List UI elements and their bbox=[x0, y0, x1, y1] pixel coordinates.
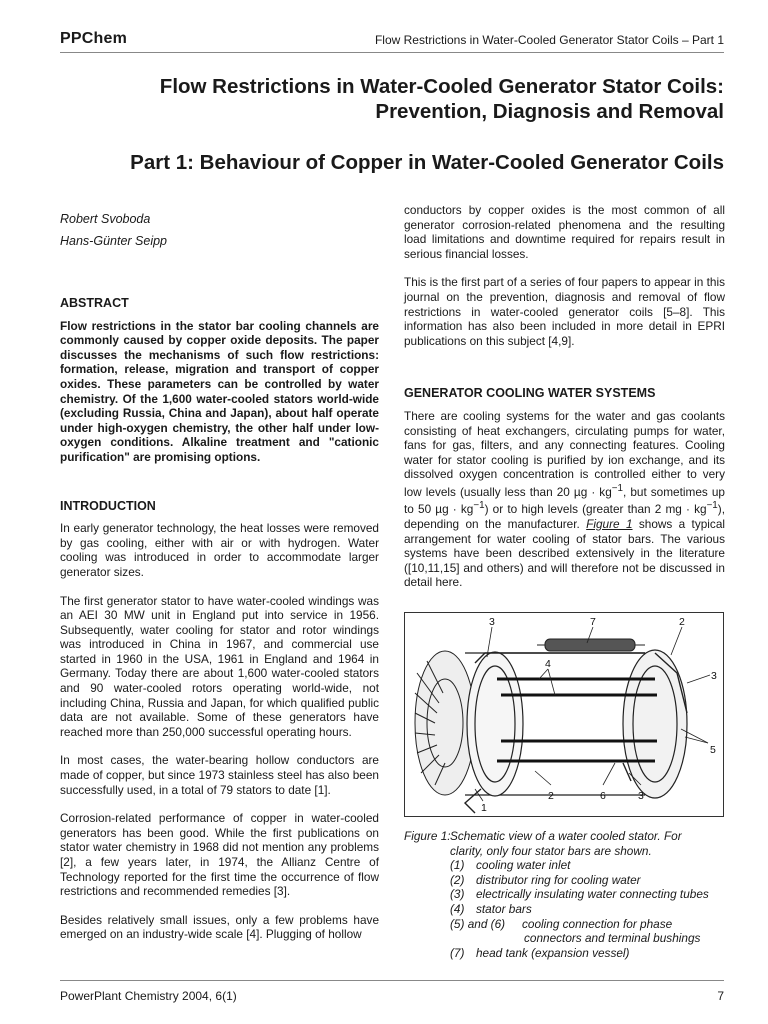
caption-line bbox=[404, 829, 734, 844]
callout-4: 4 bbox=[545, 658, 551, 670]
superscript: −1 bbox=[473, 500, 485, 512]
legend-item bbox=[404, 931, 734, 946]
stator-schematic bbox=[405, 613, 723, 816]
abstract-heading: ABSTRACT bbox=[60, 296, 129, 310]
paragraph: Corrosion-related performance of copper in water-cooled generators has been good. While the first publications on stator water chemistry in 1968 did not mention any problems [2], a few years later, in 1974, the Allianz Centre of Technology reported for the first time the occurrence of flow restrictions and recommended remedies [3]. bbox=[60, 811, 379, 899]
paragraph bbox=[404, 409, 725, 590]
figure-reference-link[interactable]: Figure 1 bbox=[586, 516, 633, 531]
head-tank bbox=[537, 639, 645, 651]
legend-item bbox=[404, 946, 734, 961]
text-run: There are cooling systems for the water and gas coolants consisting of heat exchangers, circulating pumps for water, fans for gas, filters, and any connecting features. Cooling water for stator cooling is purified by ion exchange, and its dissolved oxygen concentration is controlled either to very low levels (usually less than 20 µg · kg bbox=[404, 408, 725, 499]
callout-3: 3 bbox=[638, 790, 644, 802]
callout-2: 2 bbox=[679, 616, 685, 628]
callout-2: 2 bbox=[548, 790, 554, 802]
author-list bbox=[60, 208, 379, 252]
article-part-title: Part 1: Behaviour of Copper in Water-Cooled Generator Coils bbox=[130, 151, 724, 174]
text-run: ) or to high levels (greater than 2 mg · kg bbox=[484, 502, 707, 517]
legend-text: stator bars bbox=[476, 901, 532, 916]
callout-1: 1 bbox=[481, 802, 487, 814]
caption-label: Figure 1: bbox=[404, 829, 451, 843]
callout-3: 3 bbox=[489, 616, 495, 628]
legend-key: (7) bbox=[450, 945, 465, 960]
article-title bbox=[60, 74, 724, 124]
section-heading: GENERATOR COOLING WATER SYSTEMS bbox=[404, 386, 656, 401]
paragraph: The first generator stator to have water-cooled windings was an AEI 30 MW unit in England put into service in 1956. Subsequently, water cooling for stator and rotor windings was introduced in China in 1967, and commercial use started in 1960 in the USA, 1961 in England and 1964 in Germany. Today there are about 1,600 water-cooled stators and 90 water-cooled rotors operating world-wide, not including China, Russia and Japan, for which qualified public data are not available. Some of these generators have reached more than 250,000 successful operating hours. bbox=[60, 593, 379, 739]
journal-citation: PowerPlant Chemistry 2004, 6(1) bbox=[60, 989, 237, 1003]
left-column bbox=[60, 208, 379, 942]
paragraph: This is the first part of a series of four papers to appear in this journal on the prevention, diagnosis and removal of flow restrictions in water-cooled generator coils [5–8]. This information has also been included in more detail in EPRI publications on this subject [4,9]. bbox=[404, 275, 725, 348]
callout-7: 7 bbox=[590, 616, 596, 628]
title-line-2: Prevention, Diagnosis and Removal bbox=[375, 100, 724, 123]
callout-3: 3 bbox=[711, 670, 717, 682]
author-name: Hans-Günter Seipp bbox=[60, 234, 168, 248]
legend-item bbox=[404, 902, 734, 917]
caption-text: Schematic view of a water cooled stator. For bbox=[450, 829, 682, 843]
caption-line: clarity, only four stator bars are shown. bbox=[450, 843, 652, 858]
legend-item bbox=[404, 887, 734, 902]
legend-key: (1) bbox=[450, 858, 465, 873]
paragraph: Besides relatively small issues, only a few problems have emerged on an industry-wide scale [4]. Plugging of hollow bbox=[60, 912, 379, 942]
figure-caption bbox=[404, 829, 734, 960]
legend-text: electrically insulating water connecting tubes bbox=[476, 887, 709, 902]
text-run: shows a typical arrangement for water cooling of stator bars. The various systems have been described extensively in the literature ([10,11,15] and others) and will therefore not be discussed in detail here. bbox=[404, 516, 725, 590]
superscript: −1 bbox=[706, 500, 718, 512]
text-run: ), depending on the manufacturer. bbox=[404, 502, 725, 531]
legend-item bbox=[404, 917, 734, 932]
legend-text: cooling water inlet bbox=[476, 858, 571, 873]
journal-logo: PPChem bbox=[60, 30, 127, 47]
title-line-1: Flow Restrictions in Water-Cooled Generator Stator Coils: bbox=[159, 75, 724, 98]
page-header bbox=[60, 30, 724, 53]
legend-key: (3) bbox=[450, 887, 465, 902]
legend-item bbox=[404, 858, 734, 873]
paragraph: conductors by copper oxides is the most common of all generator corrosion-related phenomena and the resulting load limitations and downtime required for repairs result in serious financial losses. bbox=[404, 203, 725, 261]
page-footer bbox=[60, 980, 724, 1003]
legend-text: connectors and terminal bushings bbox=[524, 931, 701, 946]
stator-figure bbox=[404, 612, 724, 817]
legend-key: (2) bbox=[450, 872, 465, 887]
superscript: −1 bbox=[611, 482, 623, 494]
introduction-heading: INTRODUCTION bbox=[60, 498, 156, 513]
legend-key: (4) bbox=[450, 901, 465, 916]
legend-item bbox=[404, 873, 734, 888]
running-title: Flow Restrictions in Water-Cooled Generator Stator Coils – Part 1 bbox=[374, 33, 724, 47]
fan-wheel bbox=[415, 651, 475, 795]
stator-body bbox=[465, 650, 687, 798]
legend-key: (5) and (6) bbox=[450, 916, 506, 931]
author-name: Robert Svoboda bbox=[60, 212, 151, 226]
page-number: 7 bbox=[717, 989, 724, 1003]
callout-6: 6 bbox=[600, 790, 606, 802]
callout-5: 5 bbox=[710, 744, 716, 756]
abstract-text: Flow restrictions in the stator bar cooling channels are commonly caused by copper oxide deposits. The paper discusses the mechanisms of such flow restrictions: formation, release, migration and transport of copper oxides. These parameters can be controlled by water chemistry. Of the 1,600 water-cooled stators world-wide (excluding Russia, China and Japan), about half operate under high-oxygen chemistry, the other half under low-oxygen conditions. Alkaline treatment and "cationic purification" are promising options. bbox=[60, 318, 379, 464]
legend-text: distributor ring for cooling water bbox=[476, 872, 641, 887]
legend-text: cooling connection for phase bbox=[522, 916, 673, 931]
legend-text: head tank (expansion vessel) bbox=[476, 945, 630, 960]
paragraph: In most cases, the water-bearing hollow conductors are made of copper, but since 1973 stainless steel has also been successfully used, in a total of 79 stators to date [1]. bbox=[60, 753, 379, 797]
text-run: , but sometimes up to 50 µg · kg bbox=[404, 484, 725, 517]
paragraph: In early generator technology, the heat losses were removed by gas cooling, either with air or with hydrogen. Water cooling was introduced in order to accommodate larger generator sizes. bbox=[60, 521, 379, 579]
right-column bbox=[404, 203, 725, 590]
